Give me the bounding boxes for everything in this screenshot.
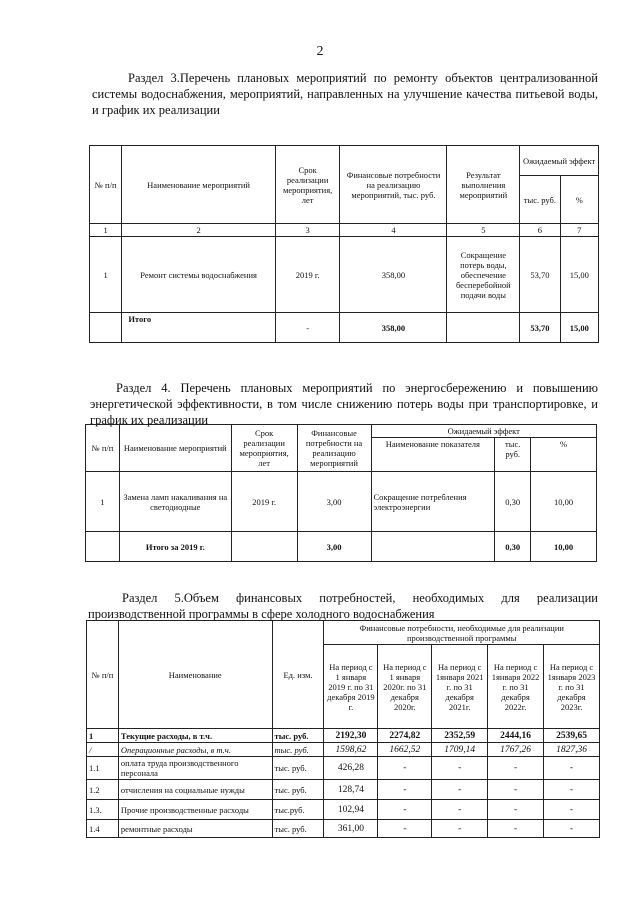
t3-row-value: 2539,65 xyxy=(544,729,600,743)
t3-row-unit: тыс.руб. xyxy=(272,800,324,820)
t2-header-indicator: Наименование показателя xyxy=(371,438,495,472)
t1-colnum: 5 xyxy=(447,224,520,237)
table-row xyxy=(87,729,600,743)
t3-row-unit: тыс. руб. xyxy=(272,780,324,800)
t1-header-effect: Ожидаемый эффект xyxy=(520,146,599,176)
t3-row-value: - xyxy=(378,820,432,838)
t1-row-effect-pct: 15,00 xyxy=(560,237,598,313)
t3-row-value: 426,28 xyxy=(324,757,378,780)
t3-row-num: 1.4 xyxy=(87,820,119,838)
t3-row-value: - xyxy=(378,757,432,780)
t1-colnum: 7 xyxy=(560,224,598,237)
t1-header-name: Наименование мероприятий xyxy=(122,146,276,224)
t2-header-effect-pct: % xyxy=(531,438,597,472)
t3-header-period: На период с 1 января 2020г. по 31 декабря 2020г. xyxy=(378,645,432,729)
t3-row-value: 1598,62 xyxy=(324,743,378,757)
t3-row-unit: тыс. руб. xyxy=(272,820,324,838)
t3-row-value: 2352,59 xyxy=(432,729,488,743)
t3-row-value: 2274,82 xyxy=(378,729,432,743)
t3-row-value: 2444,16 xyxy=(488,729,544,743)
t1-row-finance: 358,00 xyxy=(340,237,447,313)
t2-row-finance: 3,00 xyxy=(297,472,371,532)
table-row xyxy=(87,743,600,757)
t3-header-num: № п/п xyxy=(87,621,119,729)
t2-row-effect-rub: 0,30 xyxy=(495,472,531,532)
t3-row-value: 1709,14 xyxy=(432,743,488,757)
t1-header-effect-pct: % xyxy=(560,176,598,224)
section4-title: Раздел 4. Перечень плановых мероприятий по энергосбережению и повышению энергетической эффективности, в том числе снижению потерь воды при транспортировке, и график их реализации xyxy=(90,381,598,427)
table-row xyxy=(87,780,600,800)
t3-row-value: - xyxy=(544,757,600,780)
section5-table xyxy=(86,620,600,838)
t2-header-finance: Финансовые потребности на реализацию мероприятий xyxy=(297,425,371,472)
section3-table xyxy=(89,145,599,343)
t3-header-period: На период с 1января 2021 г. по 31 декабря 2021г. xyxy=(432,645,488,729)
t3-row-name: Прочие производственные расходы xyxy=(118,800,272,820)
t3-row-name: Текущие расходы, в т.ч. xyxy=(118,729,272,743)
t3-row-name: оплата труда производственного персонала xyxy=(118,757,272,780)
t3-row-name: ремонтные расходы xyxy=(118,820,272,838)
t3-row-num: 1.1 xyxy=(87,757,119,780)
t3-row-value: - xyxy=(488,820,544,838)
t3-row-value: 1827,36 xyxy=(544,743,600,757)
t3-row-value: - xyxy=(378,800,432,820)
t3-row-value: - xyxy=(488,780,544,800)
t1-colnum: 4 xyxy=(340,224,447,237)
t3-row-value: - xyxy=(432,800,488,820)
t2-header-name: Наименование мероприятий xyxy=(119,425,231,472)
t3-row-value: - xyxy=(488,800,544,820)
t1-total-finance: 358,00 xyxy=(340,313,447,343)
t3-row-value: 102,94 xyxy=(324,800,378,820)
t3-row-value: 128,74 xyxy=(324,780,378,800)
t1-colnum: 1 xyxy=(90,224,122,237)
t1-row-name: Ремонт системы водоснабжения xyxy=(122,237,276,313)
t3-row-value: 1767,26 xyxy=(488,743,544,757)
t3-row-value: 361,00 xyxy=(324,820,378,838)
page-number: 2 xyxy=(316,44,324,59)
t3-row-unit: тыс. руб. xyxy=(272,729,324,743)
t1-colnum: 6 xyxy=(520,224,560,237)
section5-title: Раздел 5.Объем финансовых потребностей, необходимых для реализации производственной программы в сфере холодного водоснабжения xyxy=(88,591,598,621)
t1-colnum: 2 xyxy=(122,224,276,237)
t3-row-unit: тыс. руб. xyxy=(272,743,324,757)
t3-row-value: - xyxy=(432,757,488,780)
section4-table xyxy=(85,424,597,562)
t3-row-value: - xyxy=(544,780,600,800)
t1-colnum: 3 xyxy=(275,224,340,237)
t1-header-result: Результат выполнения мероприятий xyxy=(447,146,520,224)
t2-total-finance: 3,00 xyxy=(297,532,371,562)
t3-row-value: 1662,52 xyxy=(378,743,432,757)
t3-row-value: - xyxy=(432,820,488,838)
t2-row-indicator: Сокращение потребления электроэнергии xyxy=(371,472,495,532)
t1-row-term: 2019 г. xyxy=(275,237,340,313)
t3-row-value: - xyxy=(488,757,544,780)
table-row xyxy=(90,313,599,343)
t3-row-value: 2192,30 xyxy=(324,729,378,743)
t1-total-effect-rub: 53,70 xyxy=(520,313,560,343)
t3-row-num: 1.2 xyxy=(87,780,119,800)
t1-header-term: Срок реализации мероприятия, лет xyxy=(275,146,340,224)
t1-total-effect-pct: 15,00 xyxy=(560,313,598,343)
t2-header-num: № п/п xyxy=(86,425,120,472)
t3-header-group: Финансовые потребности, необходимые для реализации производственной программы xyxy=(324,621,600,645)
t2-row-num: 1 xyxy=(86,472,120,532)
t1-header-effect-rub: тыс. руб. xyxy=(520,176,560,224)
t3-header-unit: Ед. изм. xyxy=(272,621,324,729)
t3-row-num: 1 xyxy=(87,729,119,743)
table-row xyxy=(87,800,600,820)
t3-row-value: - xyxy=(544,800,600,820)
table-row xyxy=(87,757,600,780)
t3-row-value: - xyxy=(544,820,600,838)
t3-row-num: 1.3. xyxy=(87,800,119,820)
t3-row-value: - xyxy=(378,780,432,800)
table-row xyxy=(86,472,597,532)
t2-row-term: 2019 г. xyxy=(231,472,297,532)
t2-total-effect-rub: 0,30 xyxy=(495,532,531,562)
t3-row-value: - xyxy=(432,780,488,800)
t3-header-period: На период с 1января 2023 г. по 31 декабря 2023г. xyxy=(544,645,600,729)
t2-row-effect-pct: 10,00 xyxy=(531,472,597,532)
t3-header-period: На период с 1января 2022 г. по 31 декабря 2022г. xyxy=(488,645,544,729)
t3-row-num: / xyxy=(87,743,119,757)
t3-row-name: Операционные расходы, в т.ч. xyxy=(118,743,272,757)
t2-total-label: Итого за 2019 г. xyxy=(119,532,231,562)
t3-header-period: На период с 1 января 2019 г. по 31 декабря 2019 г. xyxy=(324,645,378,729)
t3-row-name: отчисления на социальные нужды xyxy=(118,780,272,800)
t2-header-effect-rub: тыс. руб. xyxy=(495,438,531,472)
t1-total-label: Итого xyxy=(122,313,276,343)
t3-header-name: Наименование xyxy=(118,621,272,729)
t2-header-effect: Ожидаемый эффект xyxy=(371,425,597,438)
t1-header-num: № п/п xyxy=(90,146,122,224)
table-row xyxy=(90,237,599,313)
section3-title: Раздел 3.Перечень плановых мероприятий по ремонту объектов централизованной системы водоснабжения, мероприятий, направленных на улучшение качества питьевой воды, и график их реализации xyxy=(92,71,598,117)
t1-total-term: - xyxy=(275,313,340,343)
t3-row-unit: тыс. руб. xyxy=(272,757,324,780)
t1-row-result: Сокращение потерь воды, обеспечение бесперебойной подачи воды xyxy=(447,237,520,313)
t2-header-term: Срок реализации мероприятия, лет xyxy=(231,425,297,472)
t1-row-effect-rub: 53,70 xyxy=(520,237,560,313)
t1-row-num: 1 xyxy=(90,237,122,313)
table-row xyxy=(86,532,597,562)
table-row xyxy=(87,820,600,838)
t2-row-name: Замена ламп накаливания на светодиодные xyxy=(119,472,231,532)
t2-total-effect-pct: 10,00 xyxy=(531,532,597,562)
t1-header-finance: Финансовые потребности на реализацию мероприятий, тыс. руб. xyxy=(340,146,447,224)
